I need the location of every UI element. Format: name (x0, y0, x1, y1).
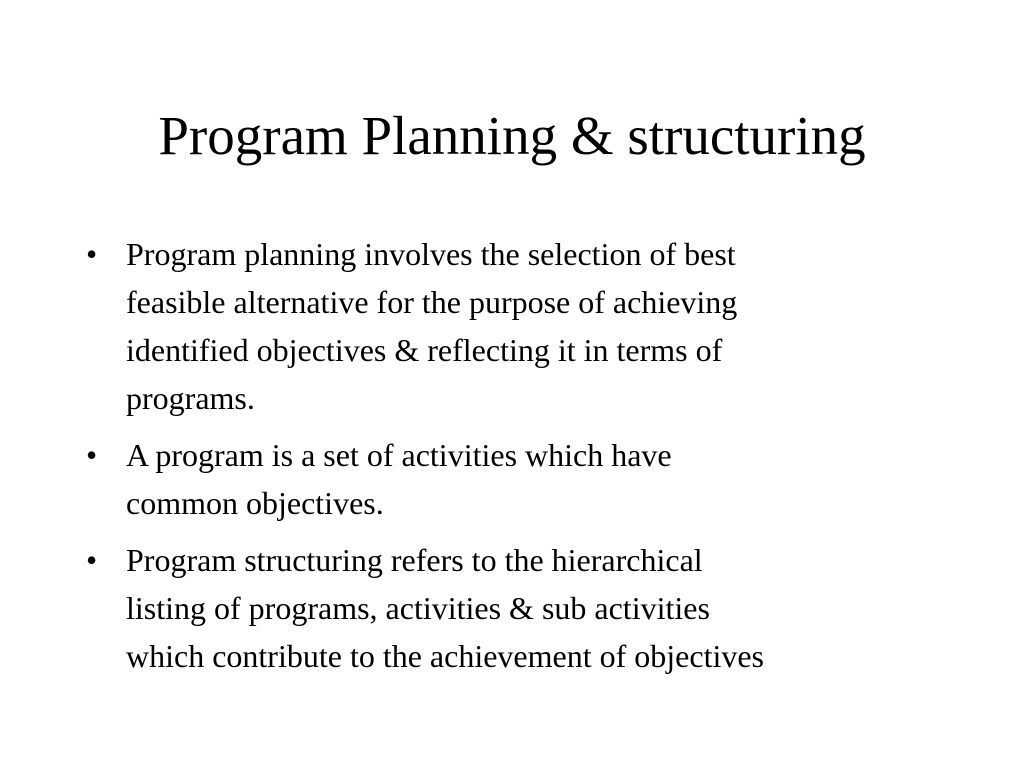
bullet-list (0, 230, 1024, 689)
bullet-dot-icon: • (86, 542, 98, 578)
slide-title: Program Planning & structuring (158, 105, 866, 166)
bullet-dot-icon: • (86, 236, 98, 272)
bullet-text: Program planning involves the selection of best feasible alternative for the purpose of achieving identified objectives & reflecting it in terms of programs. (126, 236, 738, 416)
bullet-text: A program is a set of activities which have common objectives. (126, 437, 672, 521)
bullet-text: Program structuring refers to the hierarchical listing of programs, activities & sub activities which contribute to the achievement of objectives (126, 542, 764, 674)
bullet-dot-icon: • (86, 437, 98, 473)
bullet-item (0, 230, 1024, 422)
bullet-item (0, 536, 1024, 680)
bullet-item (0, 431, 1024, 527)
